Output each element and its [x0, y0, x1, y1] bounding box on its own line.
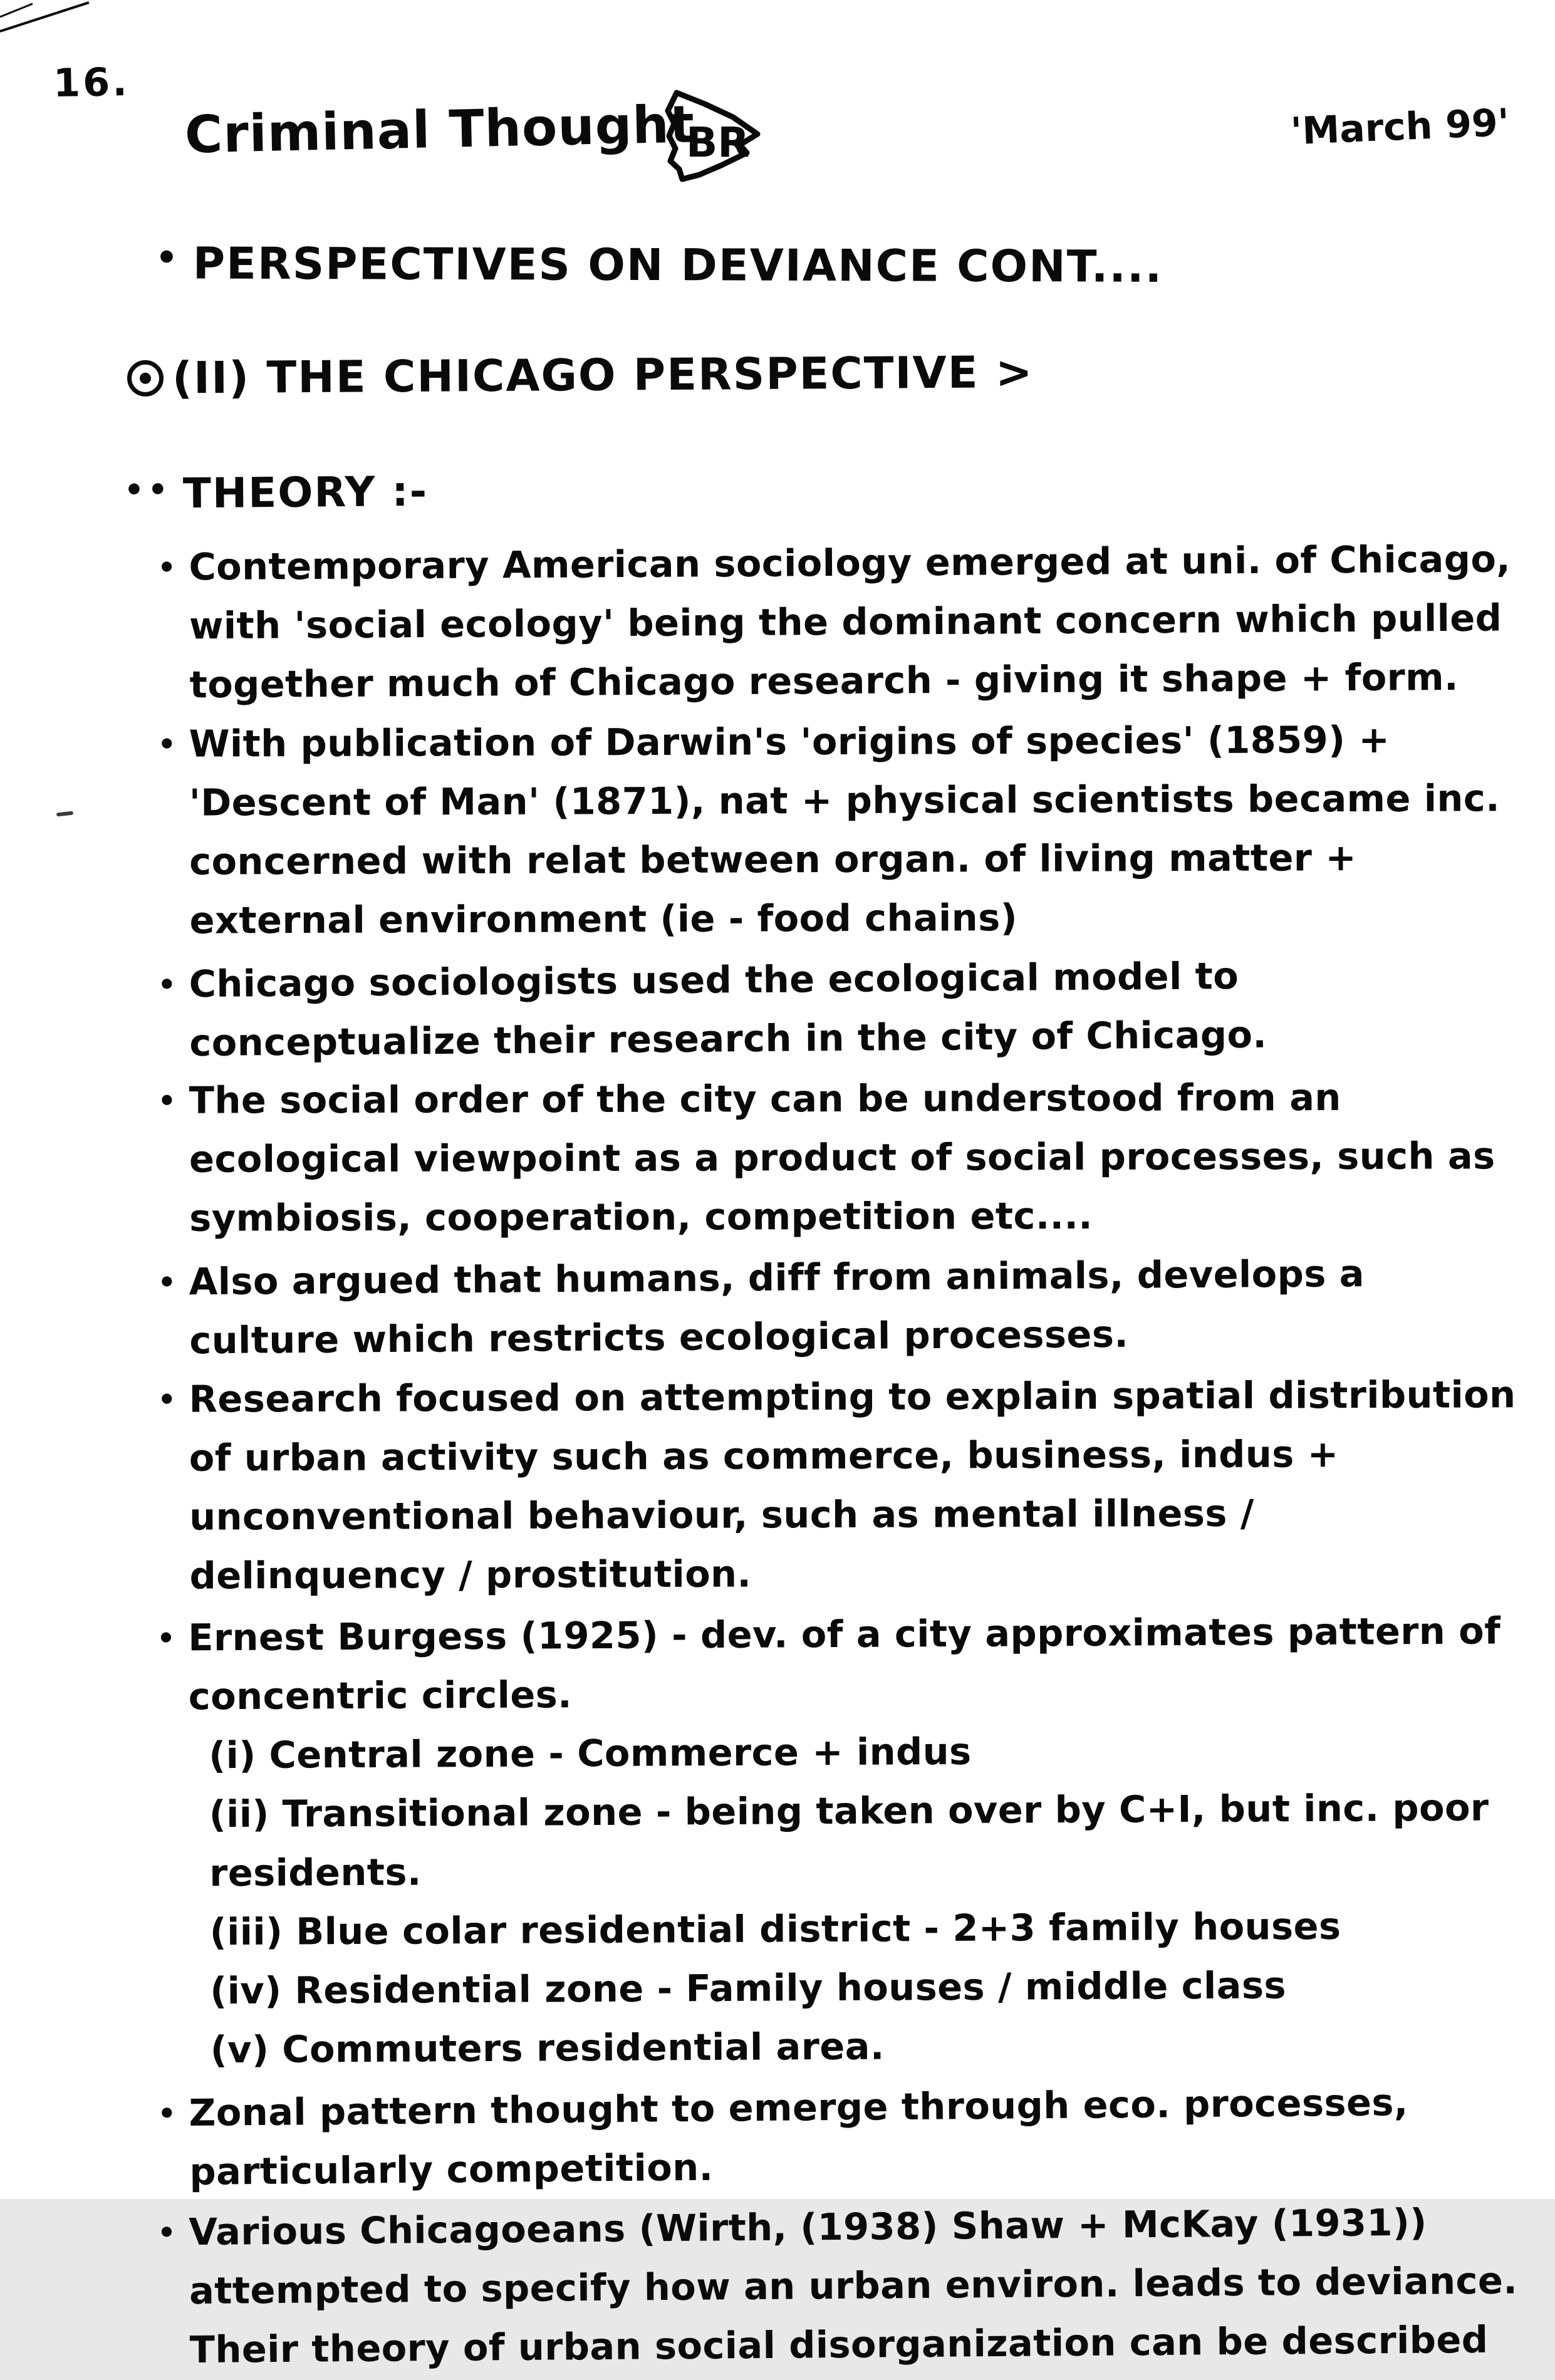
zone-subitem: (iv) Residential zone - Family houses / middle class [210, 1963, 1287, 2013]
section-heading-perspectives [155, 237, 1163, 293]
note-text: Various Chicagoeans (Wirth, (1938) Shaw + McKay (1931)) attempted to specify how an urban environ. leads to deviance. Their theory of urban social disorganization can be described [189, 2200, 1518, 2372]
note-item [156, 1243, 1519, 1370]
note-item [156, 1365, 1519, 1606]
note-text: Research focused on attempting to explain spatial distribution of urban activity such as commerce, business, indus + unconventional behaviour, such as mental illness / delinquency / prostitution. [189, 1373, 1516, 1598]
stray-pen-mark [56, 811, 73, 817]
note-item [156, 944, 1519, 1073]
zone-subitem: (ii) Transitional zone - being taken over by C+I, but inc. poor residents. [209, 1785, 1489, 1895]
sub-heading-text: (II) THE CHICAGO PERSPECTIVE > [172, 346, 1034, 404]
page-number: 16. [53, 58, 130, 107]
svg-text:BR: BR [686, 118, 750, 167]
br-doodle-badge-icon [661, 88, 767, 191]
note-item [156, 710, 1519, 950]
bullet-icon: • [157, 550, 177, 585]
note-item [157, 1068, 1520, 1248]
bullet-icon: • [157, 1083, 177, 1118]
bullet-icon: • [157, 2096, 177, 2131]
theory-label [124, 467, 429, 518]
note-item [156, 2072, 1520, 2202]
bullet-icon: • [157, 1382, 177, 1416]
note-text: Also argued that humans, diff from animals, develops a culture which restricts ecological processes. [189, 1252, 1365, 1363]
zone-subitem: (i) Central zone - Commerce + indus [209, 1729, 972, 1777]
bullet-icon: • [157, 1265, 177, 1299]
note-text: Chicago sociologists used the ecological model to conceptualize their research in the city of Chicago. [189, 954, 1267, 1065]
section-heading-chicago-perspective [127, 346, 1034, 404]
bullet-icon: • [157, 1621, 176, 1655]
note-item-burgess-zones [155, 1601, 1521, 2079]
double-bullet-icon: •• [123, 471, 172, 509]
notes-list [157, 534, 1519, 2376]
section-heading-text: PERSPECTIVES ON DEVIANCE CONT.... [192, 237, 1163, 293]
zone-subitem: (iii) Blue colar residential district - 2+3 family houses [209, 1904, 1341, 1954]
bullet-icon: • [157, 2215, 177, 2250]
bullet-icon: • [157, 967, 177, 1002]
page-title: Criminal Thought [184, 95, 695, 165]
zone-subitem: (v) Commuters residential area. [210, 2024, 885, 2072]
note-text: Ernest Burgess (1925) - dev. of a city approximates pattern of concentric circles. [188, 1609, 1501, 1718]
note-text: Zonal pattern thought to emerge through eco. processes, particularly competition. [189, 2081, 1408, 2194]
note-item [156, 529, 1520, 714]
date-annotation: 'March 99' [1289, 100, 1511, 154]
note-text: Contemporary American sociology emerged at uni. of Chicago, with 'social ecology' being the dominant concern which pulled together much of Chicago research - giving it shape + form. [189, 537, 1511, 707]
bullet-icon: • [155, 237, 179, 279]
note-text: With publication of Darwin's 'origins of species' (1859) + 'Descent of Man' (1871), nat + physical scientists became inc. concerned with relat between organ. of living matter + external environment (ie - food chains) [189, 717, 1500, 942]
bullet-icon: • [157, 727, 177, 761]
note-text: The social order of the city can be understood from an ecological viewpoint as a product of social processes, such as symbiosis, cooperation, competition etc.... [189, 1075, 1495, 1240]
theory-label-text: THEORY :- [182, 467, 429, 518]
note-item [156, 2192, 1520, 2379]
corner-scribble-mark [0, 0, 100, 39]
bullseye-icon [127, 360, 164, 397]
